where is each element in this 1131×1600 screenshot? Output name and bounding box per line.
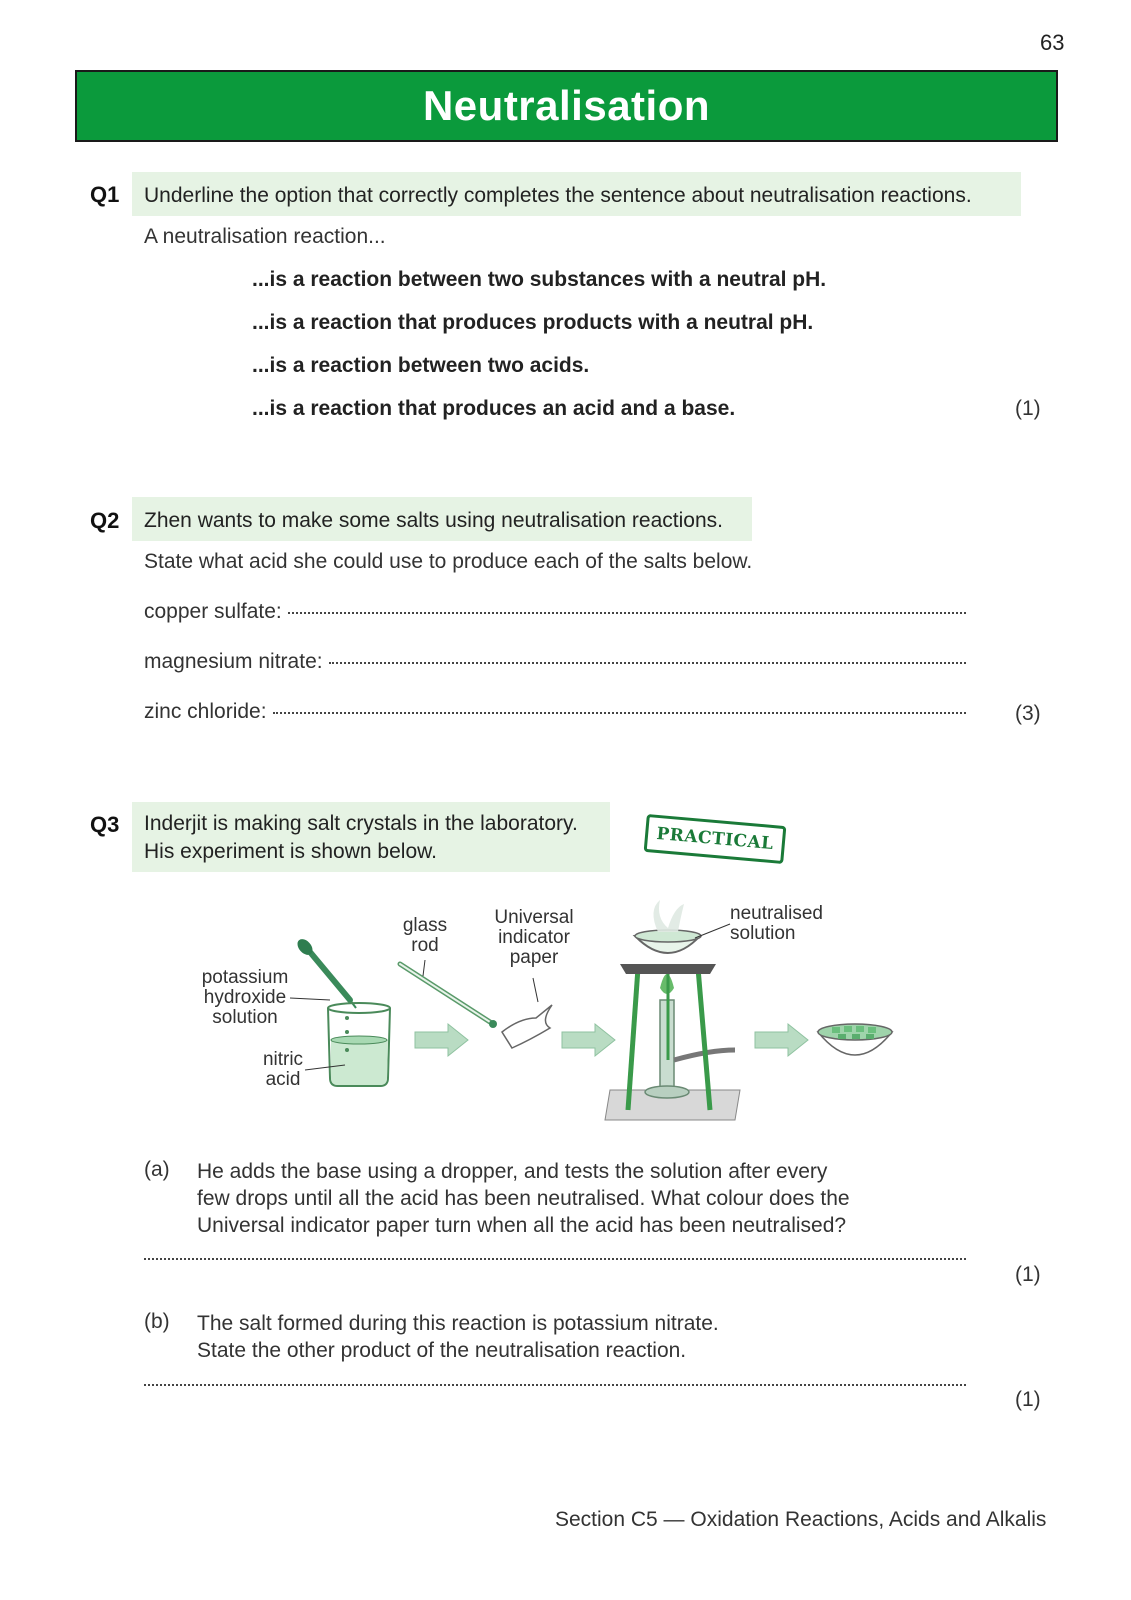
- q1-option-2[interactable]: ...is a reaction that produces products with a neutral pH.: [252, 311, 814, 334]
- indicator-paper-icon: [502, 1005, 552, 1048]
- q3a-label: (a): [144, 1158, 170, 1181]
- arrow-icon: [562, 1024, 615, 1056]
- answer-line-zinc-chloride[interactable]: [144, 700, 966, 724]
- q1-marks: (1): [1015, 397, 1041, 420]
- q2-prompt: Zhen wants to make some salts using neutralisation reactions.: [144, 509, 723, 532]
- practical-stamp-text: PRACTICAL: [655, 823, 775, 855]
- q3-prompt-box: [132, 802, 610, 872]
- section-footer: Section C5 — Oxidation Reactions, Acids and Alkalis: [555, 1508, 1047, 1531]
- practical-stamp: [644, 814, 787, 864]
- crystals-dish-icon: [818, 1024, 892, 1055]
- arrow-icon: [755, 1024, 808, 1056]
- label-potassium-hydroxide: potassium hydroxide solution: [201, 967, 289, 1028]
- q3b-answer-line[interactable]: [144, 1388, 966, 1390]
- salt-label: magnesium nitrate:: [144, 650, 323, 673]
- label-glass-rod: glass rod: [402, 915, 448, 956]
- bunsen-burner-tripod-icon: [605, 900, 740, 1120]
- q3-number: Q3: [90, 812, 120, 837]
- q3a-marks: (1): [1015, 1263, 1041, 1286]
- q2-instruction: State what acid she could use to produce each of the salts below.: [144, 550, 753, 573]
- q3a-answer-line[interactable]: [144, 1262, 966, 1264]
- q1-number: Q1: [90, 182, 120, 207]
- q3b-label: (b): [144, 1310, 170, 1333]
- q1-option-4[interactable]: ...is a reaction that produces an acid and a base.: [252, 397, 736, 420]
- q3b-marks: (1): [1015, 1388, 1041, 1411]
- label-nitric-acid: nitric acid: [262, 1049, 304, 1090]
- title-banner: [75, 70, 1058, 142]
- q2-prompt-box: [132, 497, 752, 541]
- q1-prompt: Underline the option that correctly completes the sentence about neutralisation reactions.: [144, 184, 972, 207]
- answer-line-copper-sulfate[interactable]: [144, 600, 966, 624]
- salt-label: copper sulfate:: [144, 600, 282, 623]
- page-title: Neutralisation: [422, 82, 711, 129]
- q2-marks: (3): [1015, 702, 1041, 725]
- q1-prompt-box: [132, 172, 1021, 216]
- glass-rod-icon: [400, 964, 497, 1028]
- q2-number: Q2: [90, 508, 120, 533]
- q1-option-3[interactable]: ...is a reaction between two acids.: [252, 354, 590, 377]
- answer-line-magnesium-nitrate[interactable]: [144, 650, 966, 674]
- label-neutralised-solution: neutralised solution: [730, 903, 823, 944]
- q1-option-1[interactable]: ...is a reaction between two substances with a neutral pH.: [252, 268, 827, 291]
- q3-prompt-line-1: Inderjit is making salt crystals in the laboratory.: [144, 812, 578, 835]
- q3b-question: The salt formed during this reaction is potassium nitrate. State the other product of the neutralisation reaction.: [197, 1312, 719, 1362]
- q3a-question: He adds the base using a dropper, and tests the solution after every few drops until all the acid has been neutralised. What colour does the Universal indicator paper turn when all the acid has been neutralised?: [197, 1160, 850, 1237]
- salt-label: zinc chloride:: [144, 700, 267, 723]
- q1-stem: A neutralisation reaction...: [144, 225, 386, 248]
- beaker-icon: [328, 1003, 390, 1086]
- arrow-icon: [415, 1024, 468, 1056]
- dropper-icon: [295, 936, 356, 1008]
- q3-prompt-line-2: His experiment is shown below.: [144, 840, 437, 863]
- page-number: 63: [1040, 30, 1065, 55]
- label-universal-indicator-paper: Universal indicator paper: [494, 907, 574, 968]
